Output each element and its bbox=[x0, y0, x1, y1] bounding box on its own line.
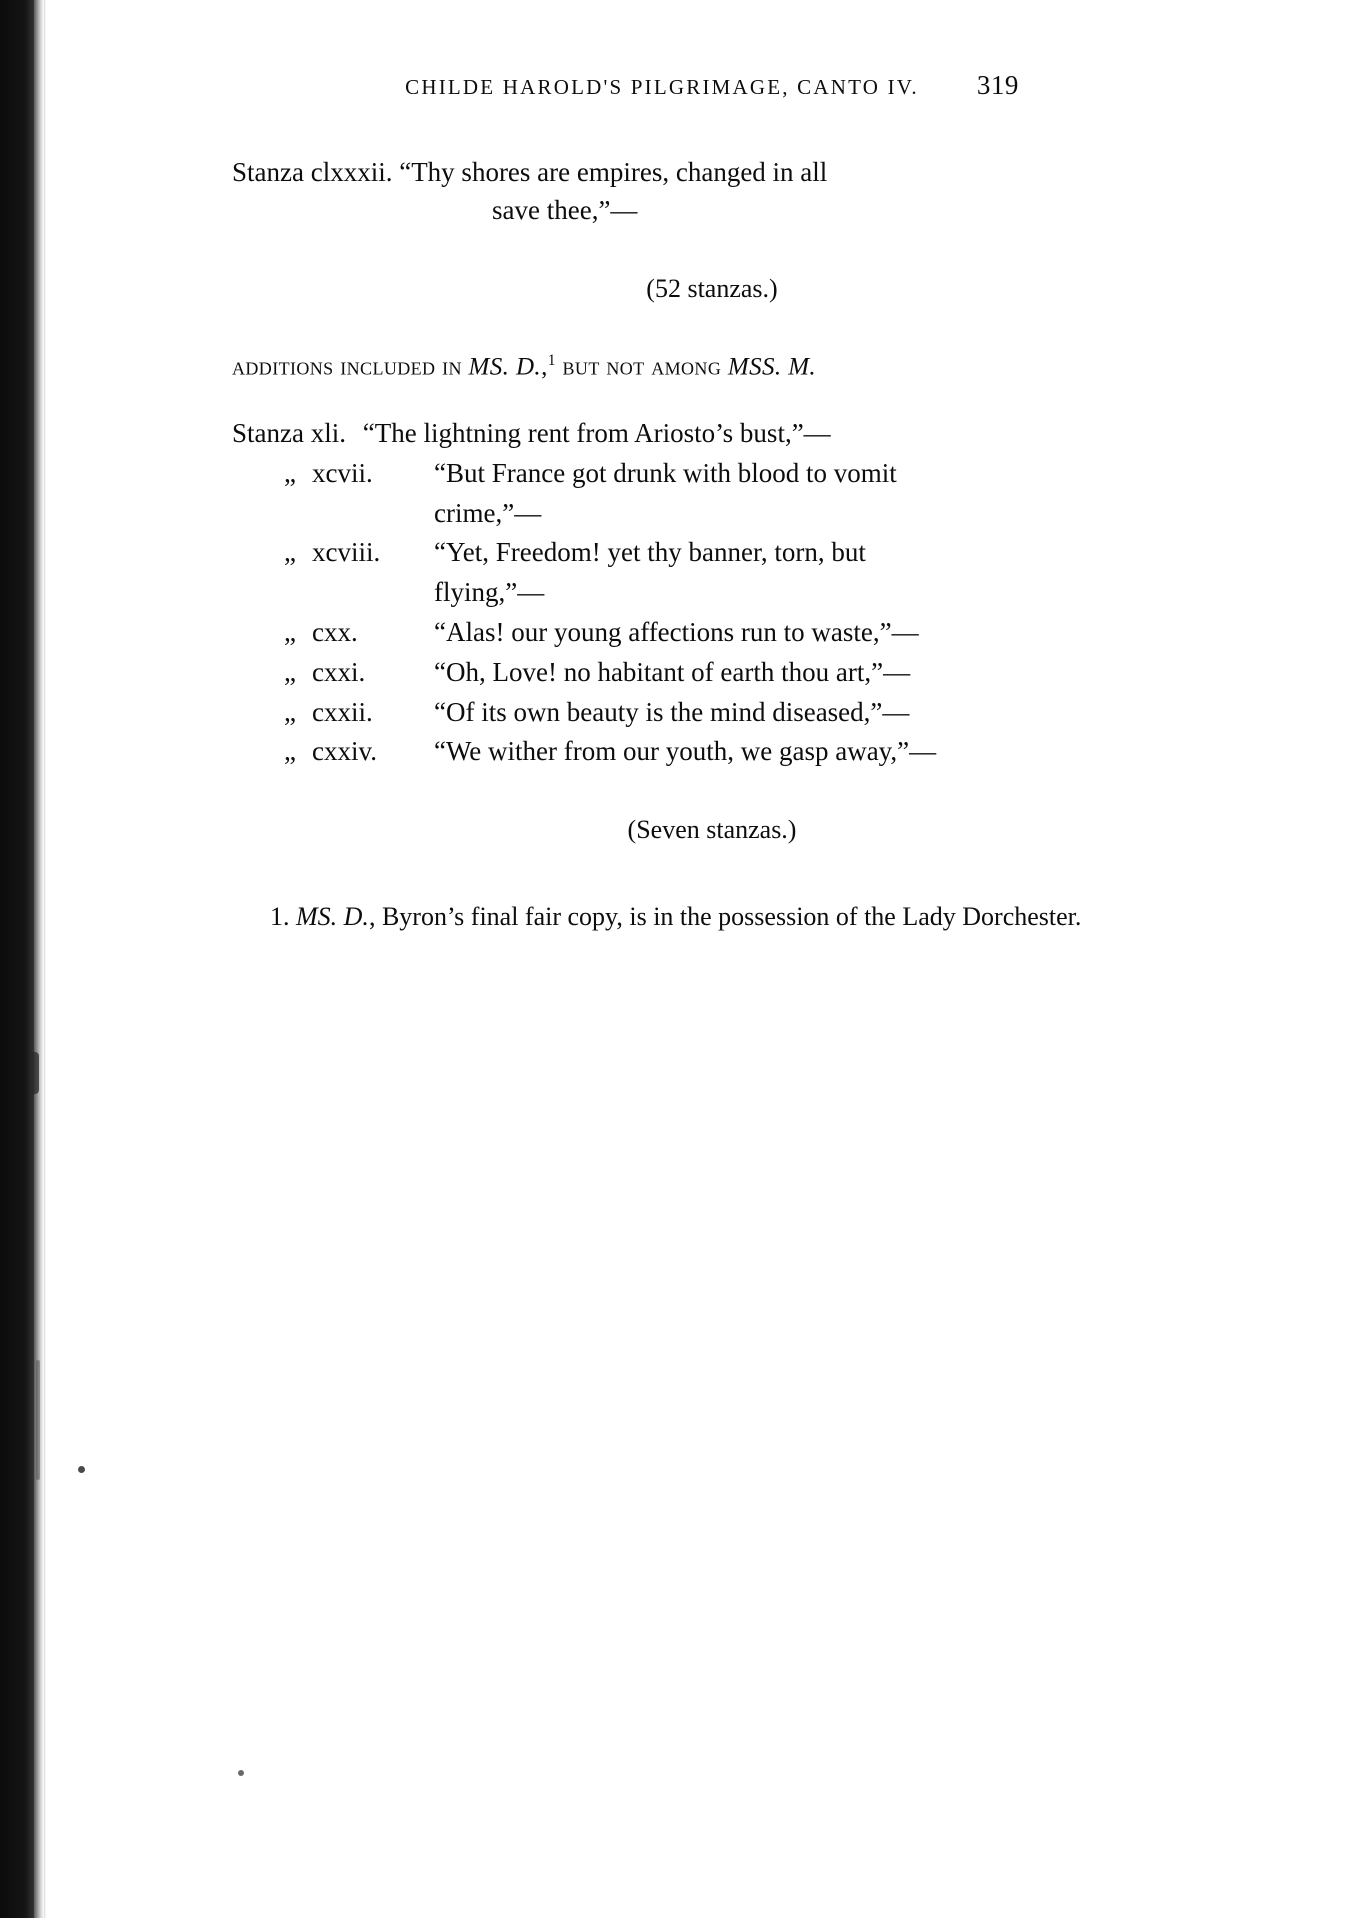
scan-edge-gradient bbox=[34, 0, 44, 1918]
list-item bbox=[232, 534, 1192, 572]
footnote bbox=[232, 899, 1192, 936]
stanza-list bbox=[232, 415, 1192, 771]
footnote-ms-d: MS. D. bbox=[296, 902, 369, 932]
list-item bbox=[232, 455, 1192, 493]
scan-artifact bbox=[36, 1360, 40, 1480]
stanza-text: “Oh, Love! no habitant of earth thou art,”— bbox=[434, 656, 911, 687]
scan-artifact bbox=[30, 1052, 39, 1094]
top-stanza-line-1: Stanza clxxxii. “Thy shores are empires, changed in all bbox=[232, 157, 828, 187]
ditto-mark: „ bbox=[284, 537, 296, 568]
stanza-number: cxxii. bbox=[312, 696, 373, 727]
footnote-marker: 1. bbox=[270, 902, 290, 932]
stanza-number: xcviii. bbox=[312, 537, 381, 568]
stanza-count-note-2: (Seven stanzas.) bbox=[627, 815, 797, 845]
list-item-continuation bbox=[232, 574, 1192, 612]
list-item bbox=[232, 654, 1192, 692]
scan-artifact bbox=[78, 1466, 85, 1473]
section-heading-mss-m: MSS. M. bbox=[727, 352, 817, 380]
stanza-text: “Of its own beauty is the mind diseased,”— bbox=[434, 696, 910, 727]
top-stanza-line-2: save thee,”— bbox=[492, 195, 638, 226]
stanza-text: “We wither from our youth, we gasp away,”— bbox=[434, 736, 937, 767]
section-heading bbox=[232, 352, 1192, 381]
scan-edge-shadow bbox=[0, 0, 46, 1918]
footnote-text: , Byron’s final fair copy, is in the possession of the Lady Dorchester. bbox=[368, 902, 1082, 932]
stanza-number: cxx. bbox=[312, 616, 358, 647]
section-heading-ms-d: MS. D. bbox=[468, 352, 542, 380]
list-item bbox=[232, 694, 1192, 732]
page-number: 319 bbox=[976, 70, 1019, 100]
stanza-text: “The lightning rent from Ariosto’s bust,”— bbox=[362, 417, 831, 448]
stanza-number: cxxi. bbox=[312, 656, 366, 687]
running-head-title: CHILDE HAROLD'S PILGRIMAGE, CANTO IV. bbox=[405, 75, 919, 99]
stanza-number: Stanza xli. bbox=[232, 417, 346, 448]
stanza-number: cxxiv. bbox=[312, 736, 377, 767]
ditto-mark: „ bbox=[284, 457, 296, 488]
spacer bbox=[232, 574, 312, 612]
section-heading-part-2: but not among bbox=[555, 352, 728, 380]
ditto-mark: „ bbox=[284, 736, 296, 767]
stanza-text: “Alas! our young affections run to waste,”— bbox=[434, 616, 919, 647]
stanza-text-continuation: flying,”— bbox=[434, 577, 545, 608]
scan-artifact bbox=[238, 1770, 244, 1776]
page-content bbox=[232, 70, 1192, 936]
stanza-count-note-1: (52 stanzas.) bbox=[646, 273, 778, 303]
stanza-text-continuation: crime,”— bbox=[434, 497, 542, 528]
footnote-reference-marker: 1 bbox=[547, 351, 556, 369]
ditto-mark: „ bbox=[284, 696, 296, 727]
top-stanza-entry bbox=[232, 153, 1192, 230]
section-heading-part-1: additions included in bbox=[232, 352, 469, 380]
running-head bbox=[232, 70, 1192, 101]
ditto-mark: „ bbox=[284, 656, 296, 687]
list-item bbox=[232, 415, 1192, 453]
list-item-continuation bbox=[232, 495, 1192, 533]
spacer bbox=[312, 574, 434, 612]
stanza-text: “But France got drunk with blood to vomit bbox=[434, 457, 897, 488]
ditto-mark: „ bbox=[284, 616, 296, 647]
spacer bbox=[232, 495, 312, 533]
stanza-text: “Yet, Freedom! yet thy banner, torn, but bbox=[434, 537, 866, 568]
section-heading-comma: , bbox=[541, 352, 548, 380]
list-item bbox=[232, 733, 1192, 771]
stanza-number: xcvii. bbox=[312, 457, 373, 488]
list-item bbox=[232, 614, 1192, 652]
spacer bbox=[312, 495, 434, 533]
